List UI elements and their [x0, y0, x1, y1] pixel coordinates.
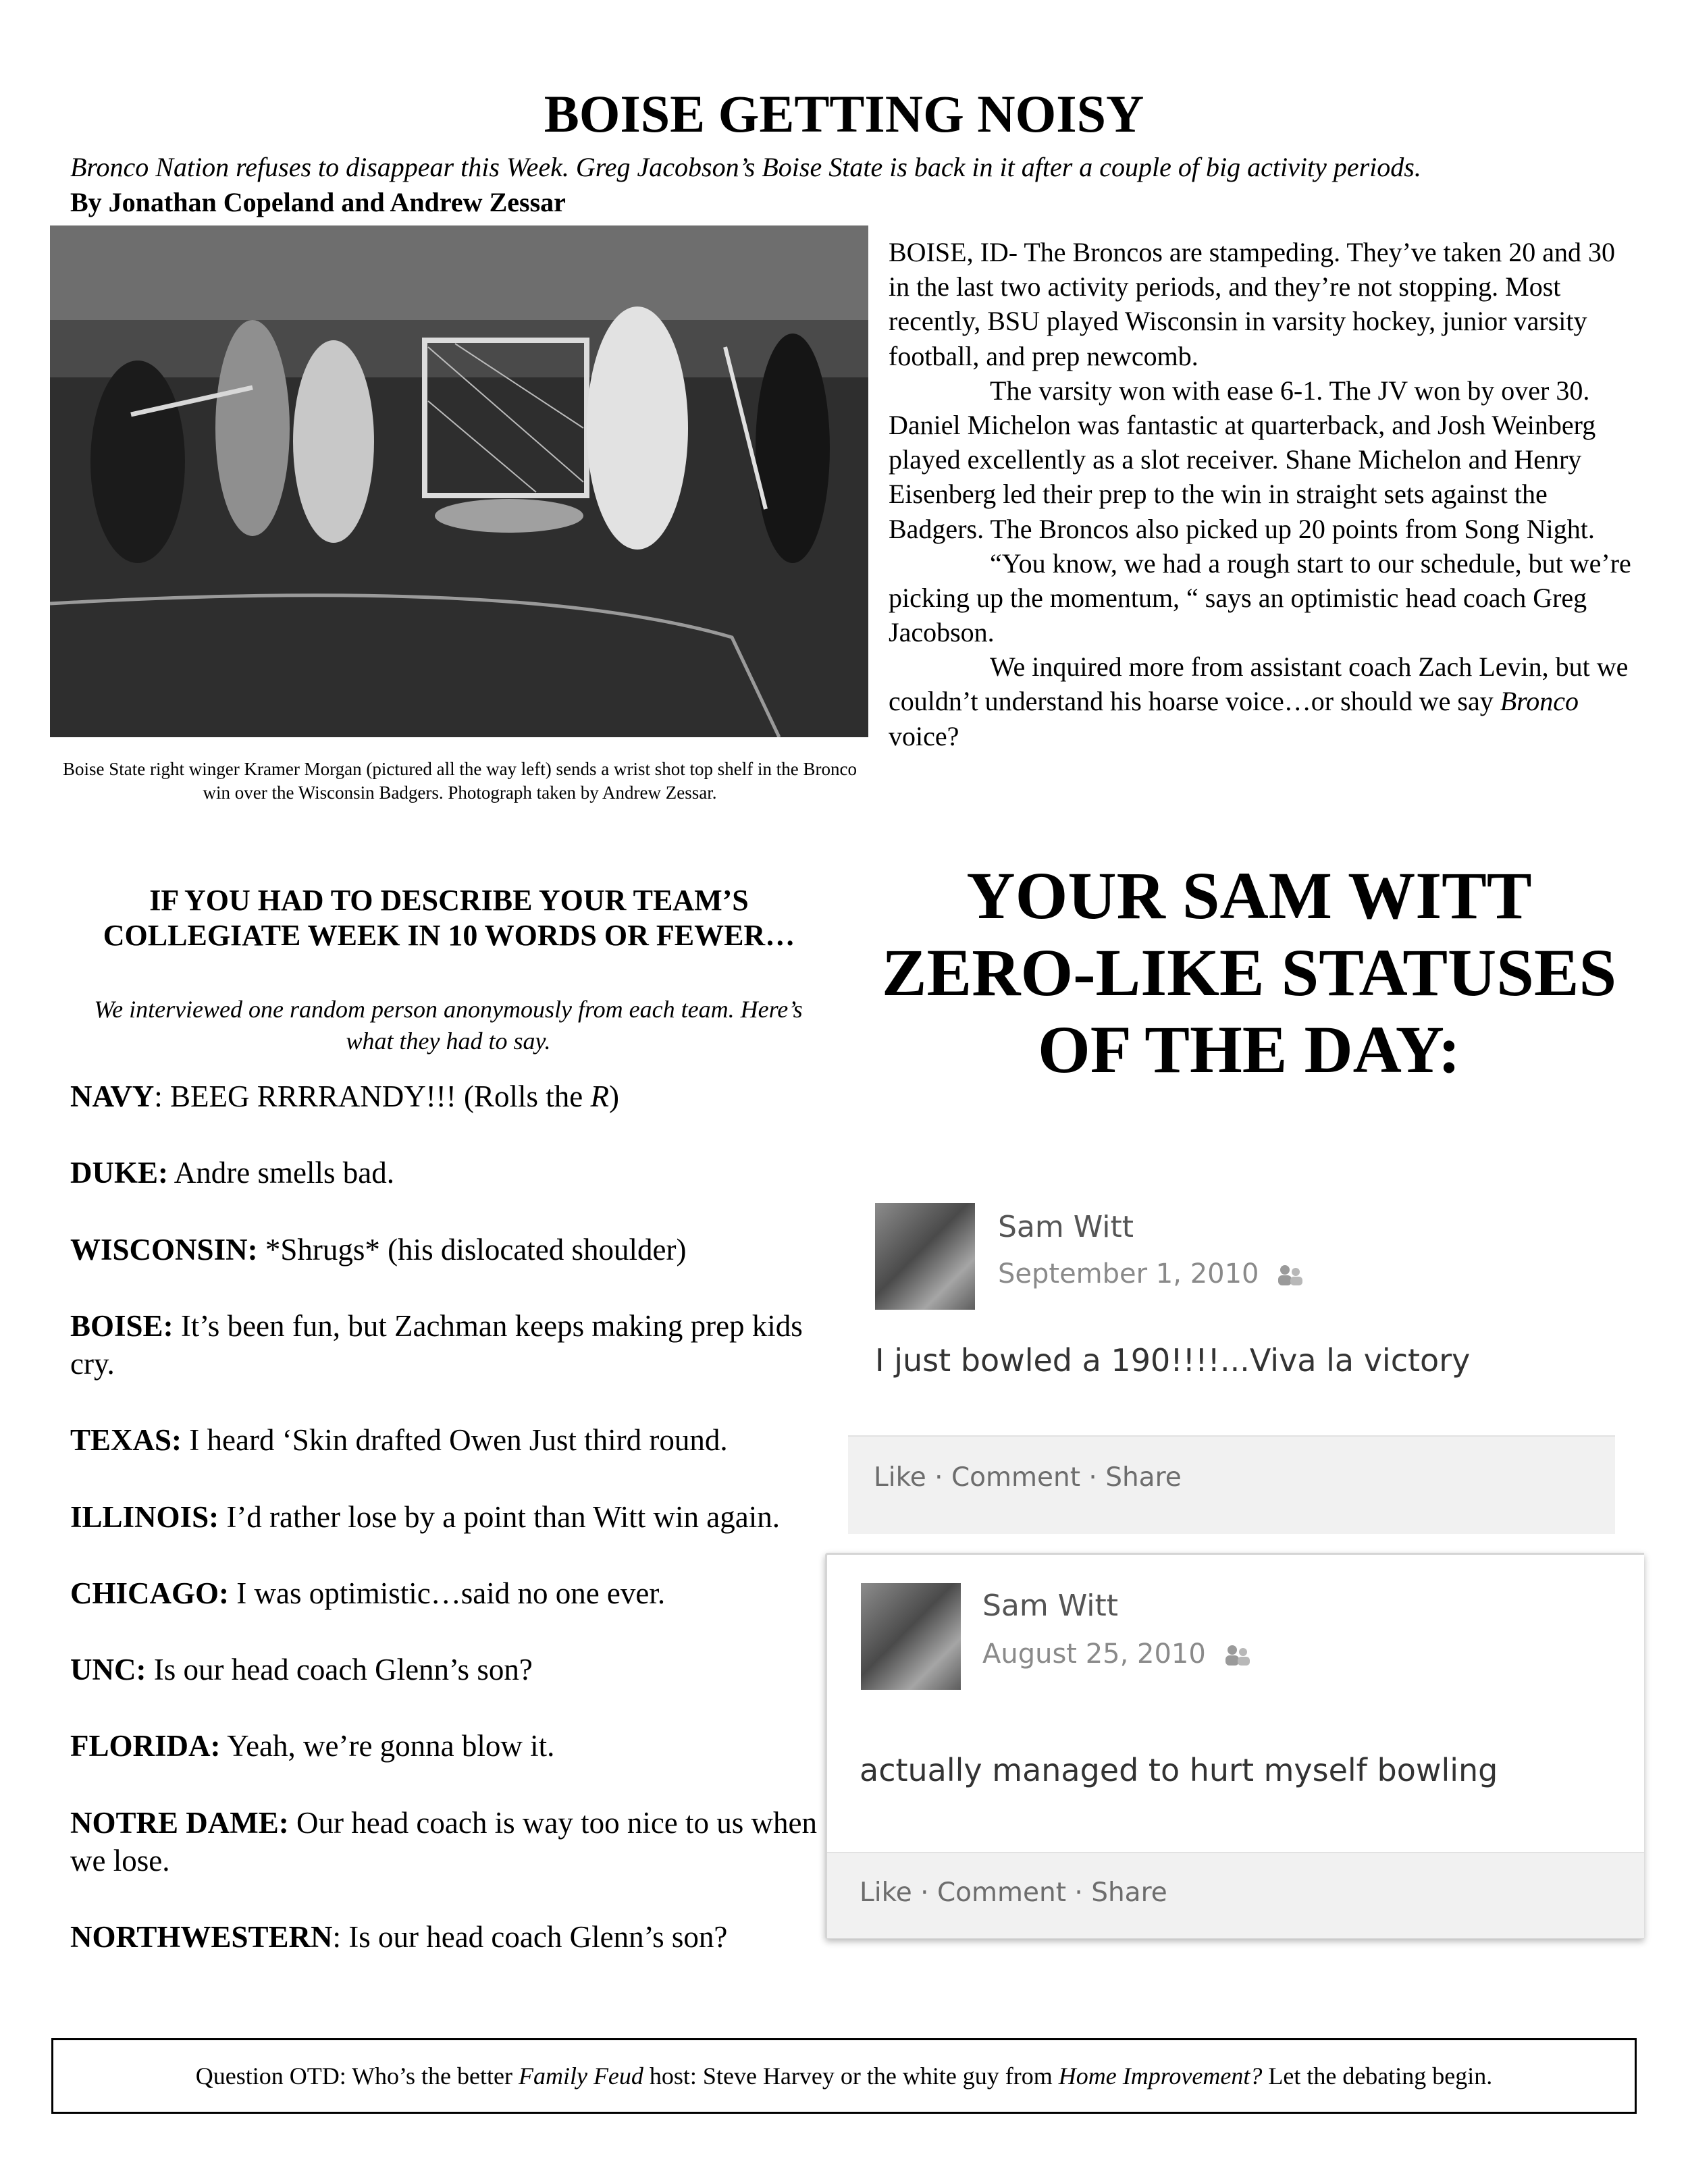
status-card — [848, 1188, 1615, 1533]
team-quote: BOISE: It’s been fun, but Zachman keeps making prep kids cry. — [70, 1308, 803, 1381]
friends-icon — [1223, 1644, 1252, 1667]
team-quote: ILLINOIS: I’d rather lose by a point than Witt win again. — [70, 1499, 780, 1534]
article-paragraph: BOISE, ID- The Broncos are stampeding. They’ve taken 20 and 30 in the last two activity periods, and they’re not stopping. Most recently, BSU played Wisconsin in varsity hockey, junior varsity football, and prep newcomb. — [889, 237, 1616, 371]
team-quote: FLORIDA: Yeah, we’re gonna blow it. — [70, 1729, 555, 1763]
post-date[interactable]: August 25, 2010 — [982, 1639, 1252, 1670]
team-quote: NOTRE DAME: Our head coach is way too nice to us when we lose. — [70, 1805, 818, 1877]
action-bar — [848, 1435, 1615, 1534]
sam-witt-title: YOUR SAM WITT ZERO-LIKE STATUSES OF THE DAY: — [881, 858, 1617, 1087]
interview-subtitle: We interviewed one random person anonymously from each team. Here’s what they had to say. — [94, 996, 803, 1055]
post-date[interactable]: September 1, 2010 — [998, 1258, 1305, 1289]
team-quotes — [70, 1077, 840, 1994]
team-quote: UNC: Is our head coach Glenn’s son? — [70, 1653, 533, 1686]
avatar[interactable] — [861, 1583, 961, 1690]
team-quote: DUKE: Andre smells bad. — [70, 1156, 394, 1190]
like-comment-share[interactable]: Like · Comment · Share — [874, 1462, 1182, 1493]
hockey-photo — [50, 225, 868, 737]
friends-icon — [1275, 1264, 1305, 1287]
byline: By Jonathan Copeland and Andrew Zessar — [70, 187, 566, 217]
status-card — [825, 1553, 1644, 1939]
poster-name[interactable]: Sam Witt — [998, 1210, 1134, 1244]
headline: BOISE GETTING NOISY — [544, 84, 1144, 143]
team-quote: NORTHWESTERN: Is our head coach Glenn’s son? — [70, 1920, 728, 1954]
question-of-the-day: Question OTD: Who’s the better Family Feud host: Steve Harvey or the white guy from Home Improvement? Let the debating begin. — [51, 2038, 1637, 2114]
team-quote: CHICAGO: I was optimistic…said no one ever. — [70, 1576, 666, 1610]
subhead: Bronco Nation refuses to disappear this Week. Greg Jacobson’s Boise State is back in it after a couple of big activity periods. — [70, 152, 1421, 182]
status-text: I just bowled a 190!!!!...Viva la victory — [875, 1342, 1471, 1379]
team-quote: TEXAS: I heard ‘Skin drafted Owen Just third round. — [70, 1423, 728, 1458]
action-bar — [827, 1852, 1644, 1938]
status-text: actually managed to hurt myself bowling — [860, 1752, 1498, 1788]
interview-title: IF YOU HAD TO DESCRIBE YOUR TEAM’S COLLEGIATE WEEK IN 10 WORDS OR FEWER… — [103, 884, 795, 952]
like-comment-share[interactable]: Like · Comment · Share — [860, 1877, 1167, 1908]
poster-name[interactable]: Sam Witt — [982, 1589, 1119, 1623]
team-quote: WISCONSIN: *Shrugs* (his dislocated shoulder) — [70, 1232, 687, 1267]
article-paragraph: We inquired more from assistant coach Zach Levin, but we couldn’t understand his hoarse voice…or should we say Bronco voice? — [889, 651, 1629, 751]
article-body — [889, 235, 1638, 753]
photo-caption: Boise State right winger Kramer Morgan (pictured all the way left) sends a wrist shot top shelf in the Bronco win over the Wisconsin Badgers. Photograph taken by Andrew Zessar. — [63, 759, 857, 803]
article-paragraph: “You know, we had a rough start to our schedule, but we’re picking up the momentum, “ says an optimistic head coach Greg Jacobson. — [889, 548, 1631, 648]
avatar[interactable] — [875, 1203, 975, 1310]
article-paragraph: The varsity won with ease 6-1. The JV won by over 30. Daniel Michelon was fantastic at quarterback, and Josh Weinberg played excellently as a slot receiver. Shane Michelon and Henry Eisenberg led their prep to the win in straight sets against the Badgers. The Broncos also picked up 20 points from Song Night. — [889, 375, 1596, 544]
team-quote: NAVY: BEEG RRRRANDY!!! (Rolls the R) — [70, 1080, 619, 1113]
